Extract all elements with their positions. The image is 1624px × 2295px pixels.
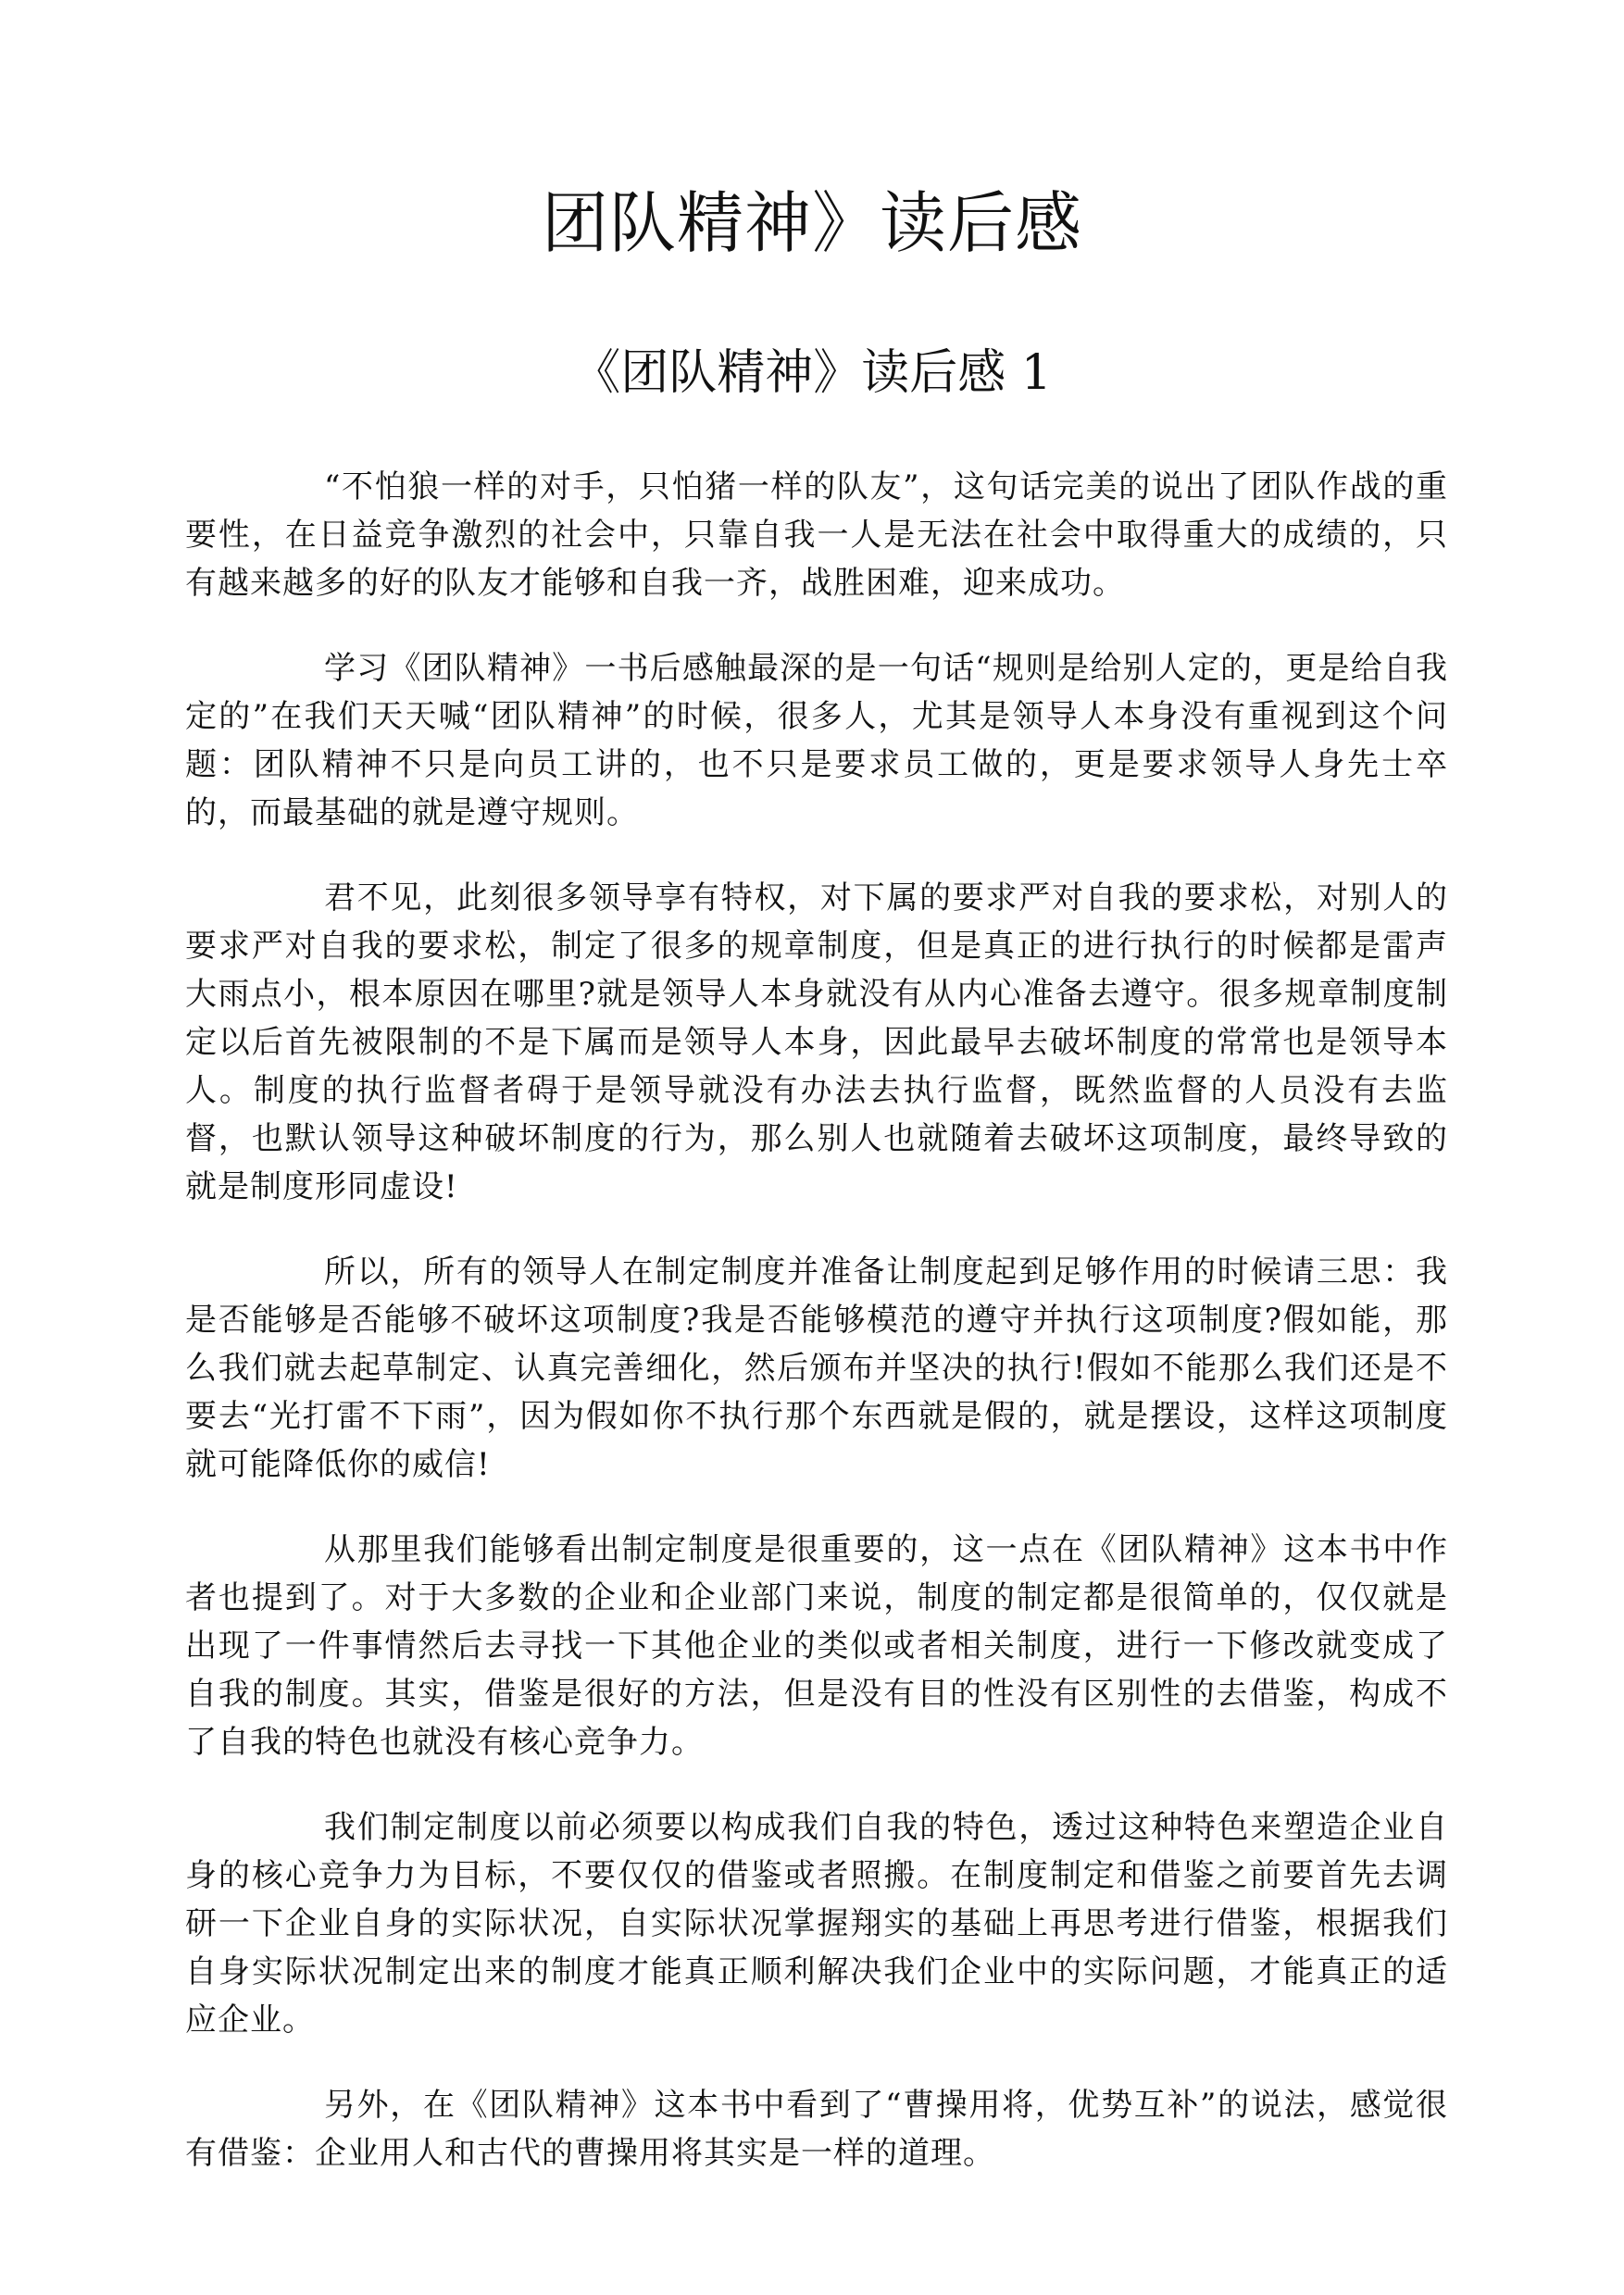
paragraph: 学习《团队精神》一书后感触最深的是一句话“规则是给别人定的，更是给自我定的”在我们天天喊“团队精神”的时候，很多人，尤其是领导人本身没有重视到这个问题：团队精神不只是向员工讲的，也不只是要求员工做的，更是要求领导人身先士卒的，而最基础的就是遵守规则。 (185, 650, 1448, 831)
section-title: 《团队精神》读后感 1 (572, 345, 1052, 401)
document-title: 团队精神》读后感 (541, 184, 1082, 262)
paragraph: 所以，所有的领导人在制定制度并准备让制度起到足够作用的时候请三思：我是否能够是否能够不破坏这项制度?我是否能够模范的遵守并执行这项制度?假如能，那么我们就去起草制定、认真完善细化，然后颁布并坚决的执行!假如不能那么我们还是不要去“光打雷不下雨”，因为假如你不执行那个东西就是假的，就是摆设，这样这项制度就可能降低你的威信! (185, 1254, 1448, 1483)
paragraph: 另外，在《团队精神》这本书中看到了“曹操用将，优势互补”的说法，感觉很有借鉴：企业用人和古代的曹操用将其实是一样的道理。 (185, 2087, 1448, 2172)
document-body (185, 463, 1448, 2214)
paragraph: “不怕狼一样的对手，只怕猪一样的队友”，这句话完美的说出了团队作战的重要性，在日益竞争激烈的社会中，只靠自我一人是无法在社会中取得重大的成绩的，只有越来越多的好的队友才能够和自我一齐，战胜困难，迎来成功。 (185, 468, 1448, 602)
paragraph: 君不见，此刻很多领导享有特权，对下属的要求严对自我的要求松，对别人的要求严对自我的要求松，制定了很多的规章制度，但是真正的进行执行的时候都是雷声大雨点小，根本原因在哪里?就是领导人本身就没有从内心准备去遵守。很多规章制度制定以后首先被限制的不是下属而是领导人本身，因此最早去破坏制度的常常也是领导本人。制度的执行监督者碍于是领导就没有办法去执行监督，既然监督的人员没有去监督，也默认领导这种破坏制度的行为，那么别人也就随着去破坏这项制度，最终导致的就是制度形同虚设! (185, 879, 1448, 1205)
paragraph: 从那里我们能够看出制定制度是很重要的，这一点在《团队精神》这本书中作者也提到了。对于大多数的企业和企业部门来说，制度的制定都是很简单的，仅仅就是出现了一件事情然后去寻找一下其他企业的类似或者相关制度，进行一下修改就变成了自我的制度。其实，借鉴是很好的方法，但是没有目的性没有区别性的去借鉴，构成不了自我的特色也就没有核心竞争力。 (185, 1531, 1448, 1761)
paragraph: 我们制定制度以前必须要以构成我们自我的特色，透过这种特色来塑造企业自身的核心竞争力为目标，不要仅仅的借鉴或者照搬。在制度制定和借鉴之前要首先去调研一下企业自身的实际状况，自实际状况掌握翔实的基础上再思考进行借鉴，根据我们自身实际状况制定出来的制度才能真正顺利解决我们企业中的实际问题，才能真正的适应企业。 (185, 1809, 1448, 2039)
